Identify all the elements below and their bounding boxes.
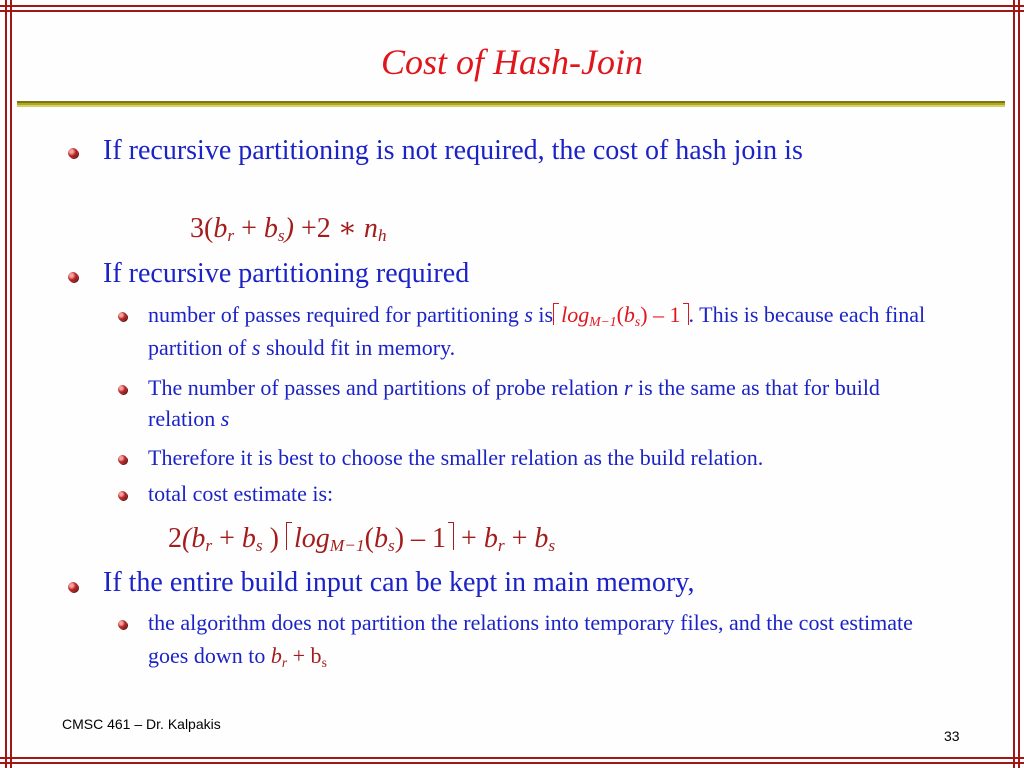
sub-bullet-icon — [118, 620, 127, 629]
frame-bottom-line-2 — [0, 762, 1024, 764]
bullet-icon — [68, 148, 78, 158]
formula-total-cost: $2(b_r + b_s$ ) $\log_{M-1}(b_s) - 1 + b_r + b_s$ — [168, 523, 556, 555]
slide-title: Cost of Hash-Join — [380, 42, 643, 82]
sub-bullet-icon — [118, 312, 127, 321]
frame-top-line — [0, 5, 1024, 7]
sub-bullet-text: The number of passes and partitions of probe relation r is the same as that for build relation s — [148, 375, 880, 431]
bullet-text: If recursive partitioning is not required, the cost of hash join is — [103, 135, 803, 166]
frame-left-line-2 — [10, 0, 12, 768]
title-rule — [17, 101, 1005, 107]
frame-left-line — [5, 0, 7, 768]
frame-right-line — [1013, 0, 1015, 768]
frame-top-line-2 — [0, 10, 1024, 12]
frame-bottom-line — [0, 757, 1024, 759]
sub-bullet-text: total cost estimate is: — [148, 481, 334, 506]
sub-bullet-icon — [118, 491, 127, 500]
sub-bullet-text: Therefore it is best to choose the smaller relation as the build relation. — [148, 445, 764, 470]
formula-hash-join-cost: $3(b_r + b_s) +2$ ∗ $n_h$ — [190, 213, 387, 245]
sub-bullet-icon — [118, 455, 127, 464]
bullet-icon — [68, 272, 78, 282]
frame-right-line-2 — [1018, 0, 1020, 768]
sub-bullet-icon — [118, 385, 127, 394]
bullet-icon — [68, 582, 78, 592]
footer-left: CMSC 461 – Dr. Kalpakis — [62, 716, 221, 732]
bullet-text: If the entire build input can be kept in main memory, — [103, 567, 695, 598]
bullet-text: If recursive partitioning required — [103, 258, 470, 289]
sub-bullet-text: the algorithm does not partition the relations into temporary files, and the cost estimate goes down to $b_r + b_s$ — [148, 610, 913, 670]
page-number: 33 — [944, 728, 960, 744]
sub-bullet-text: number of passes required for partitioning s is $\log_{M-1}(b_s) - 1$ . This is because each final partition of s should fit in memory. — [148, 302, 926, 360]
